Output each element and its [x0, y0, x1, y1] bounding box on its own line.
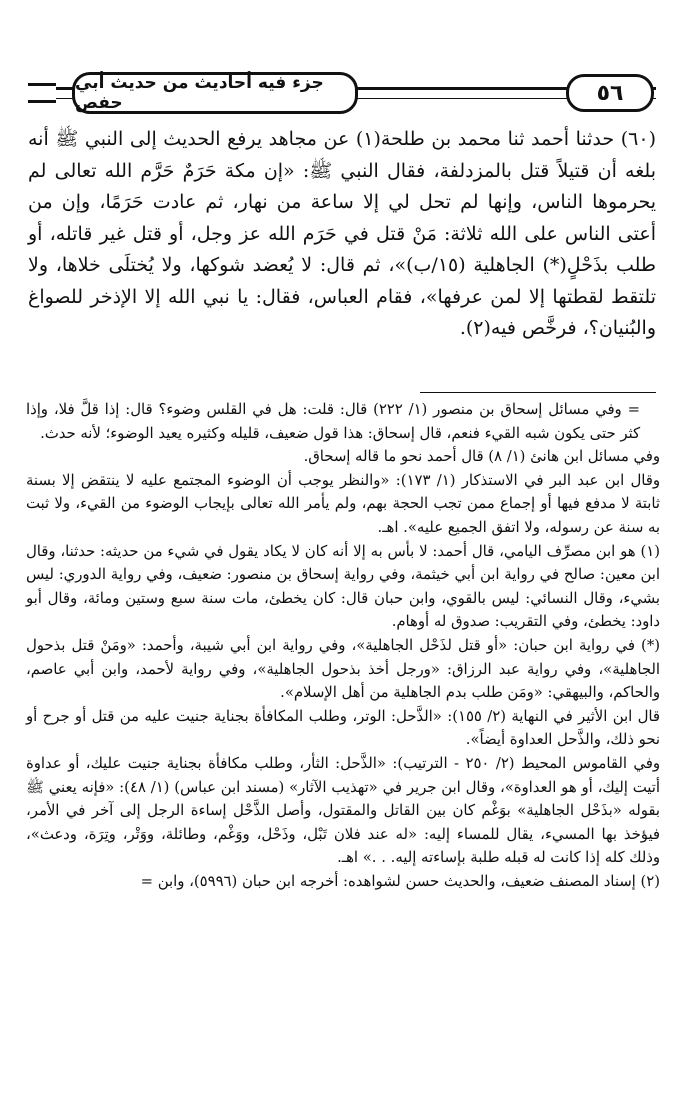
footnote-paragraph: قال ابن الأثير في النهاية (٢/ ١٥٥): «الذَّحل: الوتر، وطلب المكافأة بجناية جنيت عليه من قتل أو جرح أو نحو ذلك، والذَّحل العداوة أيضاً».	[26, 707, 660, 749]
hadith-text: (٦٠) حدثنا أحمد ثنا محمد بن طلحة(١) عن مجاهد يرفع الحديث إلى النبي ﷺ أنه بلغه أن قتيلاً قتل بالمزدلفة، فقال النبي ﷺ: «إن مكة حَرَمٌ حَرَّم الله تعالى لم يحرموها الناس، وإنها لم تحل لي إلا ساعة من نهار، ثم عادت حَرَمًا، وإن من أعتى الناس على الله ثلاثة: مَنْ قتل في حَرَم الله عز وجل، أو قتل غير قاتله، أو طلب بذَحْلٍ(*) الجاهلية (١٥/ب)»، ثم قال: لا يُعضد شوكها، ولا يُختلَى خلاها، ولا تلتقط لقطتها إلا لمن عرفها»، فقام العباس، فقال: يا نبي الله إلا الإذخر للصواغ والبُنيان؟، فرخَّص فيه(٢).	[28, 128, 657, 339]
footnote-continued: = وفي مسائل إسحاق بن منصور (١/ ٢٢٢) قال: قلت: هل في القلس وضوء؟ قال: إذا قلَّ فلا، وإذا كثر حتى يكون شبه القيء فنعم، قال إسحاق: هذا قول ضعيف، قليله وكثيره يعيد الوضوء؛ لأنه حدث.	[26, 401, 640, 442]
page-number-frame	[566, 74, 654, 112]
footnote-asterisk: (*) في رواية ابن حبان: «أو قتل لذَحْل الجاهلية»، وفي رواية ابن أبي شيبة، وأحمد: «ومَنْ قتل بذحول الجاهلية»، وفي رواية عبد الرزاق: «ورجل أخذ بذحول الجاهلية»، وفي رواية لأحمد، وابن أبي عاصم، والحاكم، والبيهقي: «ومَن طلب بدم الجاهلية من أهل الإسلام».	[26, 636, 660, 702]
footnote-1: (١) هو ابن مصرِّف اليامي، قال أحمد: لا بأس به إلا أنه كان لا يكاد يقول في شيء من حديثه: حدثنا، وقال ابن معين: صالح في رواية ابن أبي خيثمة، وفي رواية إسحاق بن منصور: ضعيف، وفي رواية الدوري: ليس بشيء، وقال النسائي: ليس بالقوي، وابن حبان قال: كان يخطئ، مات سنة سبع وستين ومائة، وقال أبو داود: يخطئ، وفي التقريب: صدوق له أوهام.	[26, 542, 660, 631]
footnote-paragraph: وفي القاموس المحيط (٢/ ٢٥٠ - الترتيب): «الذَّحل: الثأر، وطلب مكافأة بجناية جنيت عليك، أو عداوة أتيت إليك، أو هو العداوة»، وقال ابن جرير في «تهذيب الآثار» (مسند ابن عباس) (١/ ٤٨): «فإنه يعني ﷺ بقوله «بذَحْل الجاهلية» بوَغْم كان بين القاتل والمقتول، وأصل الذَّحْل إساءة الرجل إلى آخر في الأمر، فيؤخذ بها المسيء، يقال للمساء إليه: «له عند فلان تَبْل، وذَحْل، ووَغْم، وطائلة، ووَتْر، وتِرَة، ودعث»، وذلك كله إذا كانت له قبله طلبة بإساءته إليه. . .» اهـ.	[26, 754, 660, 867]
book-title: جزء فيه أحاديث من حديث أبي حفص	[75, 73, 324, 113]
footnote-separator	[420, 392, 656, 393]
book-title-frame	[72, 72, 358, 114]
footnote-paragraph: وقال ابن عبد البر في الاستذكار (١/ ١٧٣): «والنظر يوجب أن الوضوء المجتمع عليه لا ينتقض إلا بسنة ثابتة لا مدفع فيها أو إجماع ممن تجب الحجة بهم، ولم يأمر الله تعالى بإيجاب الوضوء من القيء، ولا ثبت به سنة عن رسوله، ولا اتفق الجميع عليه». اهـ.	[26, 471, 660, 536]
header-end-ornament	[28, 83, 56, 103]
footnote-2: (٢) إسناد المصنف ضعيف، والحديث حسن لشواهده: أخرجه ابن حبان (٥٩٩٦)، وابن =	[140, 872, 660, 890]
footnote-paragraph: وفي مسائل ابن هانئ (١/ ٨) قال أحمد نحو ما قاله إسحاق.	[303, 448, 660, 466]
page-header	[28, 72, 656, 116]
footnotes	[26, 398, 660, 893]
page-number: ٥٦	[596, 80, 624, 106]
